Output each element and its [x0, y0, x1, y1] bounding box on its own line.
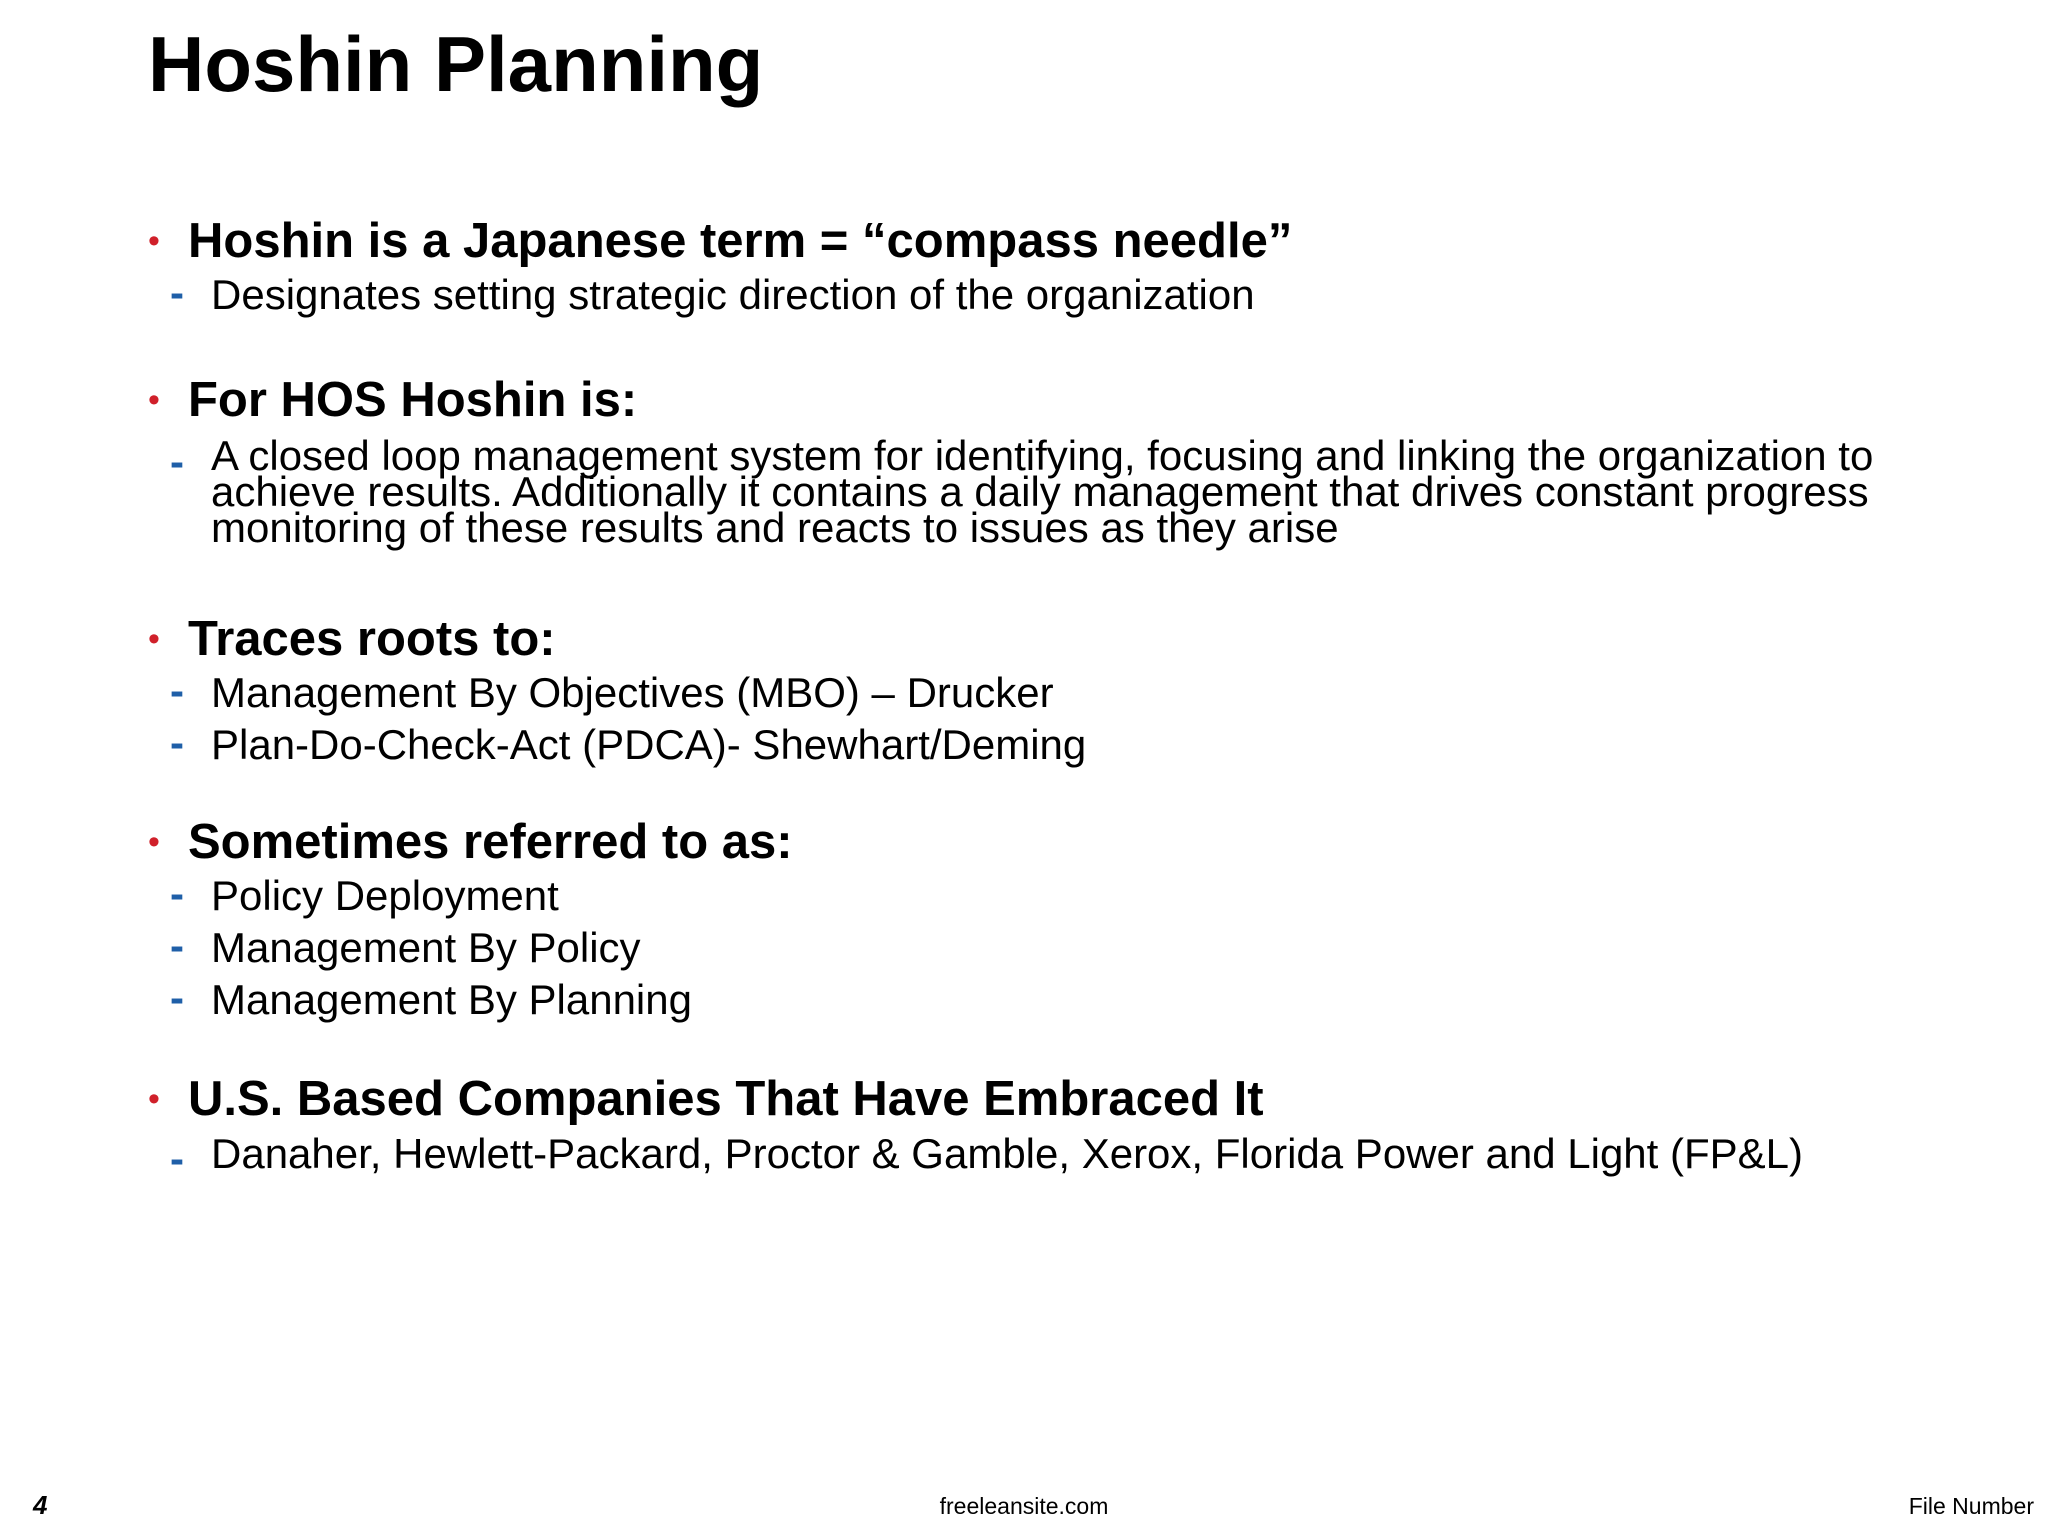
sub-bullet-text: A closed loop management system for identifying, focusing and linking the organization to achieve results. Additionally it contains a daily management that drives constant progress monitoring of these results and reacts to issues as they arise: [211, 431, 1874, 552]
dash-icon: -: [170, 922, 184, 970]
page-number: 4: [33, 1490, 48, 1520]
sub-bullet-text: Designates setting strategic direction of the organization: [211, 270, 1255, 318]
sub-bullet-item: [108, 922, 1908, 974]
dash-icon: -: [170, 870, 184, 918]
bullet-dot-icon: •: [148, 823, 160, 862]
slide-content: [148, 214, 1908, 1183]
bullet-item: [148, 612, 1908, 667]
bullet-heading: For HOS Hoshin is:: [188, 372, 638, 427]
dash-icon: -: [170, 1135, 184, 1183]
sub-bullet-item: [108, 269, 1908, 321]
bullet-item: [148, 815, 1908, 870]
sub-bullet-text: Policy Deployment: [211, 872, 559, 920]
dash-icon: -: [170, 719, 184, 767]
sub-bullet-text: Management By Policy: [211, 924, 641, 972]
bullet-heading: Hoshin is a Japanese term = “compass needle”: [188, 214, 1293, 268]
bullet-dot-icon: •: [148, 620, 160, 659]
dash-icon: -: [170, 437, 184, 485]
bullet-dot-icon: •: [148, 1080, 160, 1119]
sub-bullet-item: [108, 719, 1908, 771]
sub-bullet-text: Management By Objectives (MBO) – Drucker: [211, 669, 1054, 717]
dash-icon: -: [170, 974, 184, 1022]
bullet-item: [148, 373, 1908, 428]
footer-file-number: File Number: [1908, 1493, 2034, 1519]
sub-bullet-text: Danaher, Hewlett-Packard, Proctor & Gamble, Xerox, Florida Power and Light (FP&L): [211, 1130, 1804, 1178]
bullet-heading: Traces roots to:: [188, 612, 556, 667]
sub-bullet-item: [108, 1130, 1908, 1183]
footer-site: freeleansite.com: [939, 1493, 1109, 1519]
bullet-dot-icon: •: [148, 380, 160, 419]
bullet-heading: U.S. Based Companies That Have Embraced It: [188, 1072, 1264, 1127]
sub-bullet-item: [108, 974, 1908, 1026]
bullet-dot-icon: •: [148, 222, 160, 260]
sub-bullet-text: Plan-Do-Check-Act (PDCA)- Shewhart/Deming: [211, 721, 1087, 769]
sub-bullet-item: [108, 870, 1908, 922]
sub-bullet-text: Management By Planning: [211, 976, 692, 1024]
slide-title: Hoshin Planning: [148, 20, 764, 108]
bullet-item: [148, 1072, 1908, 1127]
sub-bullet-item: [108, 431, 1908, 552]
dash-icon: -: [170, 667, 184, 715]
bullet-item: [148, 214, 1908, 269]
dash-icon: -: [170, 268, 184, 316]
bullet-heading: Sometimes referred to as:: [188, 815, 793, 870]
sub-bullet-item: [108, 667, 1908, 719]
